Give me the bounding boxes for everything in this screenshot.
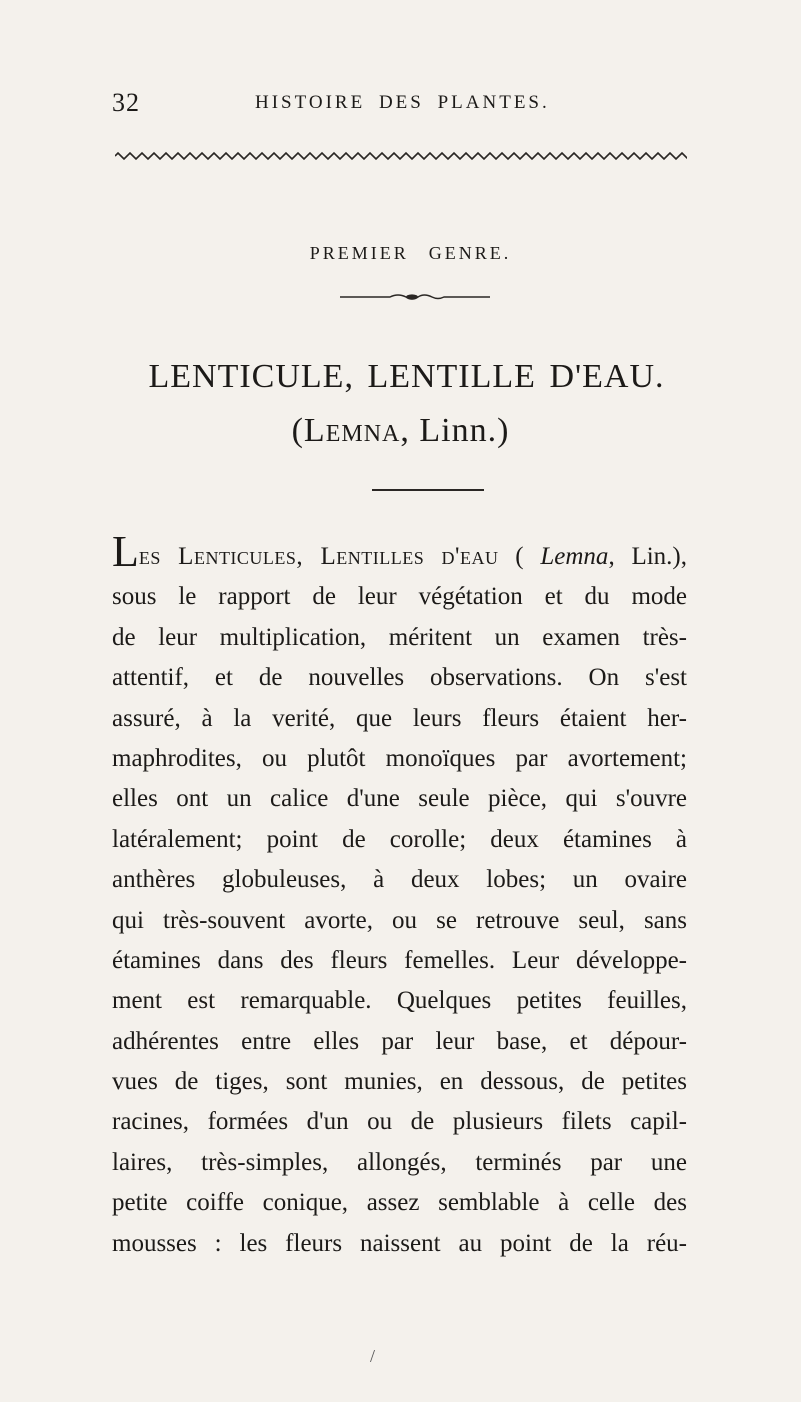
section-rule: [372, 489, 484, 491]
subtitle-separator: ,: [400, 412, 420, 449]
lead-italic-term: Lemna: [540, 543, 609, 570]
subtitle-close-paren: ): [497, 412, 510, 449]
paragraph-line: assuré, à la verité, que leurs fleurs étaient her-: [112, 704, 687, 732]
paragraph-line: elles ont un calice d'une seule pièce, qui s'ouvre: [112, 785, 687, 813]
lead-small-caps: es Lenticules, Lentilles d'eau: [138, 543, 499, 570]
lead-paren: (: [498, 543, 541, 570]
paragraph-line: qui très-souvent avorte, ou se retrouve seul, sans: [112, 906, 687, 934]
paragraph-line: racines, formées d'un ou de plusieurs filets capil-: [112, 1108, 687, 1136]
page-number: 32: [112, 88, 140, 117]
paragraph-line: étamines dans des fleurs femelles. Leur développe-: [112, 946, 687, 974]
paragraph-line: laires, très-simples, allongés, terminés par une: [112, 1148, 687, 1176]
stray-ink-mark: /: [370, 1346, 376, 1366]
subtitle-open-paren: (: [291, 412, 304, 449]
genre-heading-word1: PREMIER: [309, 243, 409, 263]
paragraph-line: vues de tiges, sont munies, en dessous, de petites: [112, 1068, 687, 1096]
paragraph-line-last: mousses : les fleurs naissent au point de la réu-: [112, 1229, 687, 1257]
paragraph-line: petite coiffe conique, assez semblable à celle des: [112, 1189, 687, 1217]
paragraph-line: anthères globuleuses, à deux lobes; un ovaire: [112, 866, 687, 894]
subtitle-author: Linn.: [419, 412, 498, 449]
subtitle-genus: Lemna: [303, 412, 401, 449]
running-head: HISTOIRE DES PLANTES.: [255, 92, 550, 113]
ornamental-rule: [115, 150, 687, 162]
paragraph-line: attentif, et de nouvelles observations. On s'est: [112, 664, 687, 692]
paragraph-line: de leur multiplication, méritent un examen très-: [112, 623, 687, 651]
paragraph-line: ment est remarquable. Quelques petites feuilles,: [112, 987, 687, 1015]
paragraph-line: sous le rapport de leur végétation et du mode: [112, 583, 687, 611]
paragraph-line: adhérentes entre elles par leur base, et dépour-: [112, 1027, 687, 1055]
paragraph-first-line: [112, 527, 688, 577]
paragraph-line: maphrodites, ou plutôt monoïques par avortement;: [112, 744, 687, 772]
body-paragraph: [112, 527, 688, 1264]
paragraph-line: latéralement; point de corolle; deux étamines à: [112, 825, 687, 853]
swash-rule: [340, 292, 490, 302]
drop-letter: L: [112, 527, 139, 576]
genre-heading-word2: GENRE.: [428, 243, 512, 263]
genus-subtitle: [0, 412, 801, 450]
genre-heading: [0, 243, 801, 264]
genus-title: LENTICULE, LENTILLE D'EAU.: [148, 358, 665, 395]
lead-end: , Lin.),: [608, 543, 688, 570]
